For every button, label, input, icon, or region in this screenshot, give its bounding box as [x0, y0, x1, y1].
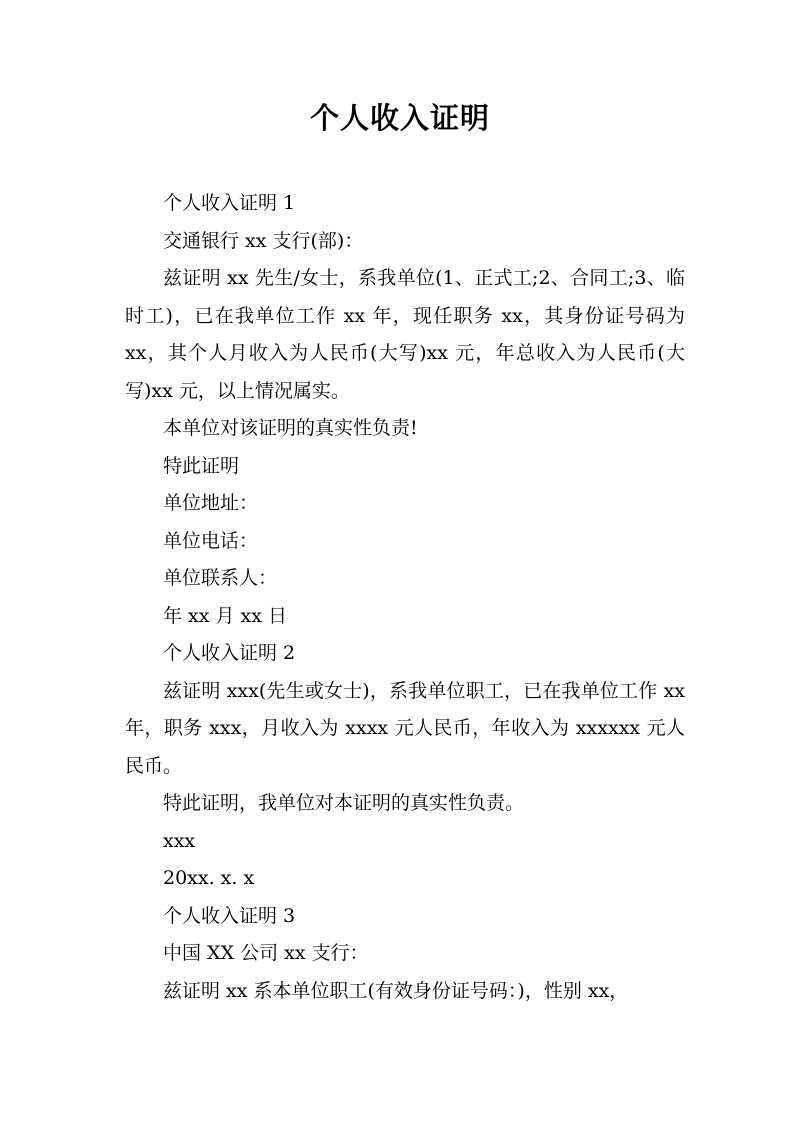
certificate-paragraph: 兹证明 xx 系本单位职工(有效身份证号码：)，性别 xx， [163, 979, 629, 1002]
certify-line: 特此证明 [163, 454, 240, 477]
unit-phone-line: 单位电话： [163, 529, 259, 552]
certificate-paragraph: 兹证明 xx 先生/女士，系我单位(1、正式工;2、合同工;3、临时工)，已在我单位工作 xx 年，现任职务 xx，其身份证号码为 xx，其个人月收入为人民币(大写)xx 元，年总收入为人民币(大写)xx 元，以上情况属实。 [125, 267, 685, 402]
responsibility-statement: 本单位对该证明的真实性负责! [163, 417, 418, 439]
document-body [125, 185, 685, 1010]
unit-contact-line: 单位联系人： [163, 567, 278, 589]
date-line: 20xx. x. x [163, 867, 255, 889]
signature-line: xxx [163, 829, 196, 852]
section-heading-3: 个人收入证明 3 [163, 904, 296, 927]
addressee-line: 中国 XX 公司 xx 支行： [163, 942, 369, 964]
addressee-line: 交通银行 xx 支行(部)： [163, 229, 364, 252]
unit-address-line: 单位地址： [163, 492, 259, 514]
section-heading-2: 个人收入证明 2 [163, 642, 296, 664]
certificate-paragraph: 兹证明 xxx(先生或女士)，系我单位职工，已在我单位工作 xx 年，职务 xxx，月收入为 xxxx 元人民币，年收入为 xxxxxx 元人民币。 [125, 679, 685, 777]
date-line: 年 xx 月 xx 日 [163, 604, 288, 627]
responsibility-statement: 特此证明，我单位对本证明的真实性负责。 [163, 792, 525, 814]
document-title: 个人收入证明 [309, 101, 490, 135]
section-heading-1: 个人收入证明 1 [163, 192, 296, 214]
